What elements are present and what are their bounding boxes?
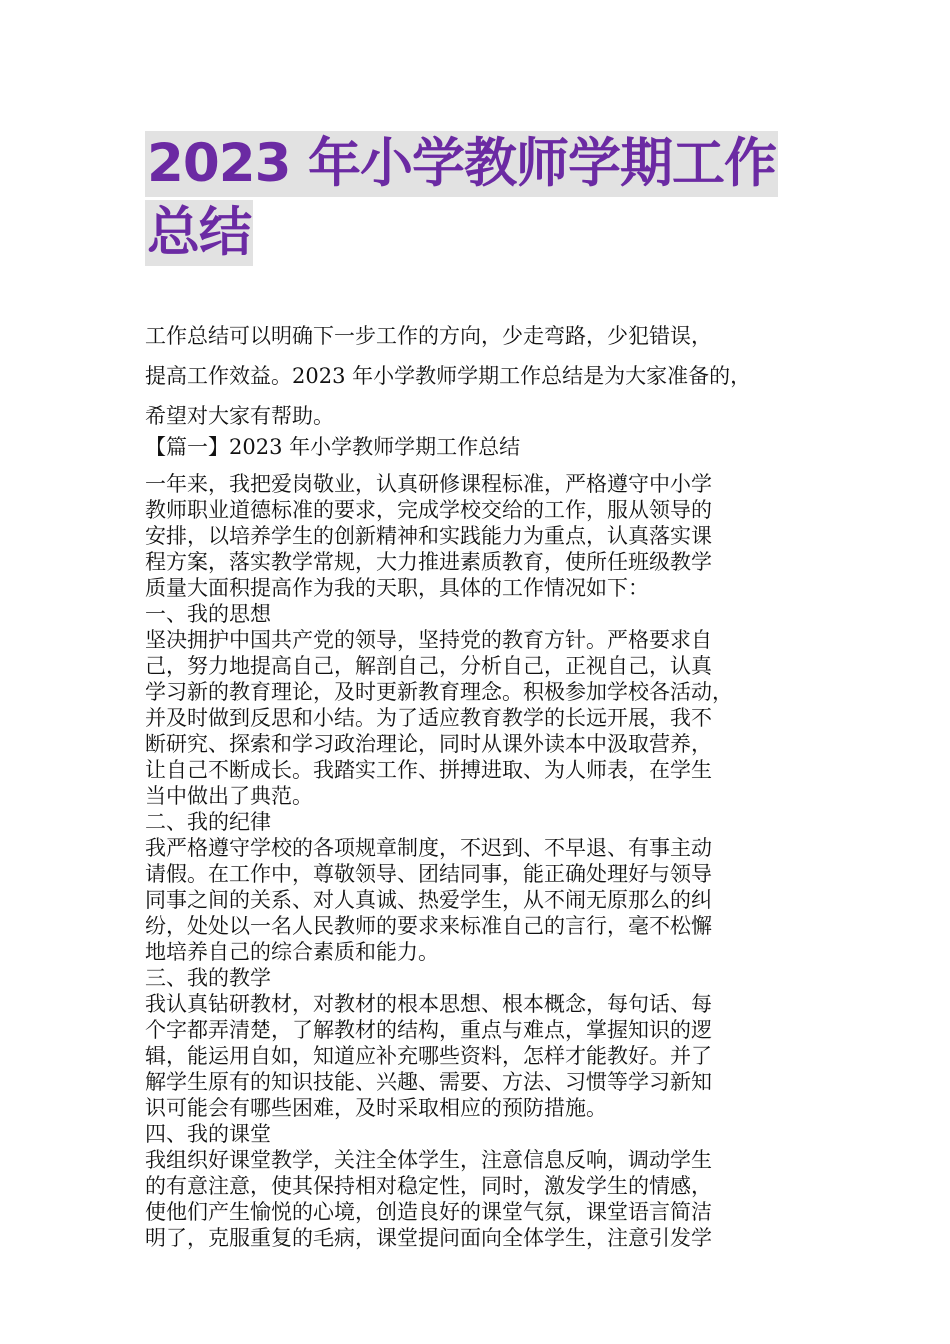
intro-line: 工作总结可以明确下一步工作的方向，少走弯路，少犯错误，	[145, 324, 712, 348]
body-line: 二、我的纪律	[145, 810, 271, 834]
body-text	[145, 471, 825, 1251]
body-line: 三、我的教学	[145, 966, 271, 990]
body-line: 一、我的思想	[145, 602, 271, 626]
body-line: 我严格遵守学校的各项规章制度，不迟到、不早退、有事主动	[145, 836, 712, 860]
body-line: 安排，以培养学生的创新精神和实践能力为重点，认真落实课	[145, 524, 712, 548]
body-line: 教师职业道德标准的要求，完成学校交给的工作，服从领导的	[145, 498, 712, 522]
body-line: 当中做出了典范。	[145, 784, 313, 808]
body-line: 程方案，落实教学常规，大力推进素质教育，使所任班级教学	[145, 550, 712, 574]
body-line: 我认真钻研教材，对教材的根本思想、根本概念，每句话、每	[145, 992, 712, 1016]
body-line: 识可能会有哪些困难，及时采取相应的预防措施。	[145, 1096, 607, 1120]
document-title	[145, 131, 825, 269]
body-line: 我组织好课堂教学，关注全体学生，注意信息反响，调动学生	[145, 1148, 712, 1172]
body-line: 使他们产生愉悦的心境，创造良好的课堂气氛，课堂语言简洁	[145, 1200, 712, 1224]
body-line: 坚决拥护中国共产党的领导，坚持党的教育方针。严格要求自	[145, 628, 712, 652]
body-line: 让自己不断成长。我踏实工作、拼搏进取、为人师表，在学生	[145, 758, 712, 782]
body-line: 并及时做到反思和小结。为了适应教育教学的长远开展，我不	[145, 706, 712, 730]
body-line: 明了，克服重复的毛病，课堂提问面向全体学生，注意引发学	[145, 1226, 712, 1250]
body-line: 质量大面积提高作为我的天职，具体的工作情况如下：	[145, 576, 649, 600]
body-line: 同事之间的关系、对人真诚、热爱学生，从不闹无原那么的纠	[145, 888, 712, 912]
body-line: 断研究、探索和学习政治理论，同时从课外读本中汲取营养，	[145, 732, 712, 756]
body-line: 己，努力地提高自己，解剖自己，分析自己，正视自己，认真	[145, 654, 712, 678]
body-line: 解学生原有的知识技能、兴趣、需要、方法、习惯等学习新知	[145, 1070, 712, 1094]
intro-line: 希望对大家有帮助。	[145, 404, 334, 428]
body-line: 学习新的教育理论，及时更新教育理念。积极参加学校各活动，	[145, 680, 733, 704]
body-line: 的有意注意，使其保持相对稳定性，同时，激发学生的情感，	[145, 1174, 712, 1198]
body-line: 请假。在工作中，尊敬领导、团结同事，能正确处理好与领导	[145, 862, 712, 886]
body-line: 纷，处处以一名人民教师的要求来标准自己的言行，毫不松懈	[145, 914, 712, 938]
intro-paragraph	[145, 316, 825, 436]
title-line-1: 2023 年小学教师学期工作	[145, 131, 778, 197]
section-heading: 【篇一】2023 年小学教师学期工作总结	[145, 435, 521, 459]
title-line-2: 总结	[145, 200, 253, 266]
body-line: 一年来，我把爱岗敬业，认真研修课程标准，严格遵守中小学	[145, 472, 712, 496]
body-line: 个字都弄清楚，了解教材的结构，重点与难点，掌握知识的逻	[145, 1018, 712, 1042]
body-line: 地培养自己的综合素质和能力。	[145, 940, 439, 964]
body-line: 辑，能运用自如，知道应补充哪些资料，怎样才能教好。并了	[145, 1044, 712, 1068]
body-line: 四、我的课堂	[145, 1122, 271, 1146]
intro-line: 提高工作效益。2023 年小学教师学期工作总结是为大家准备的，	[145, 364, 752, 388]
